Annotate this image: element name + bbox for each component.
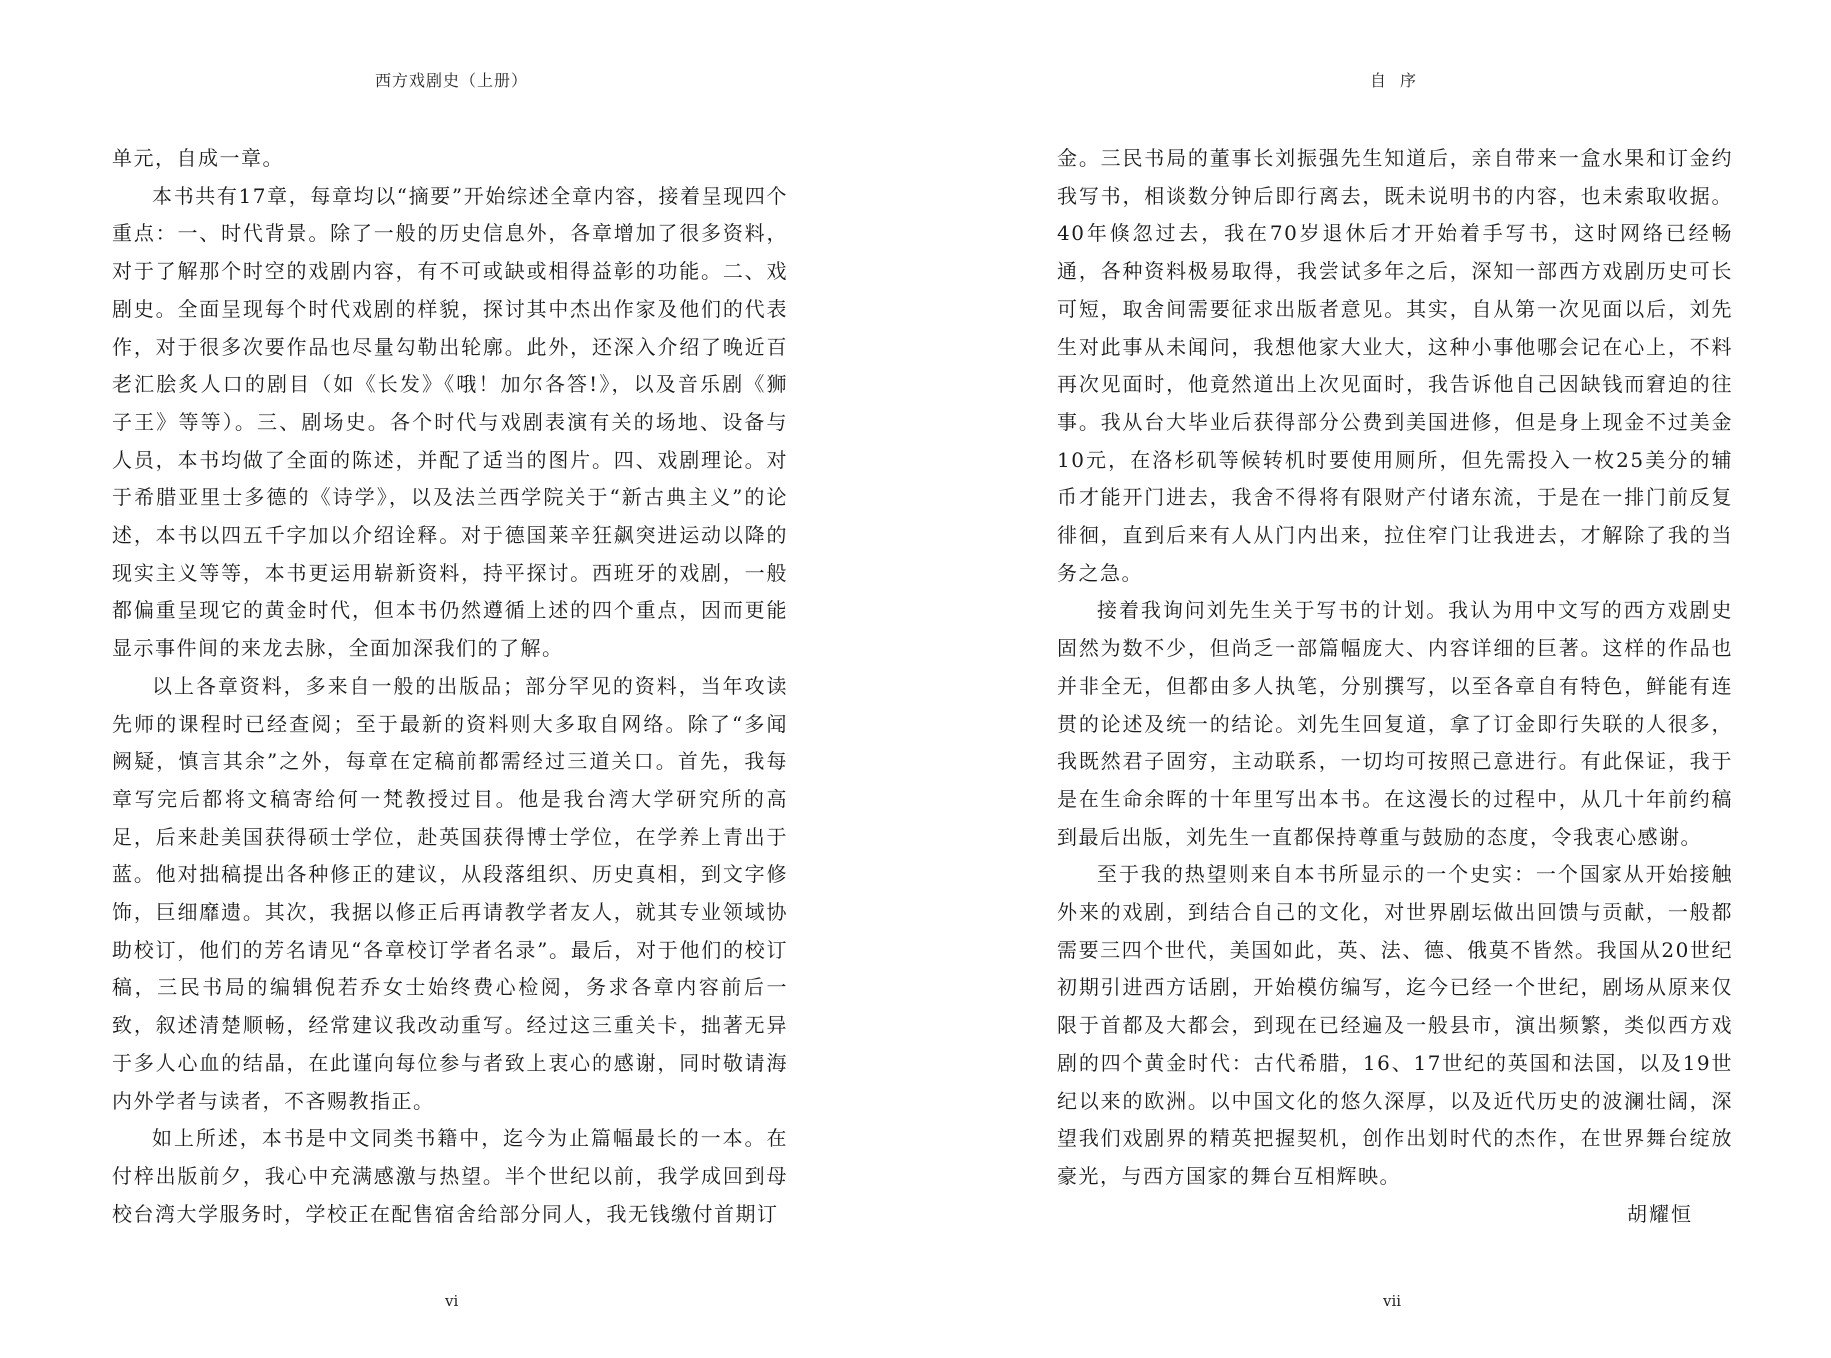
paragraph: 如上所述，本书是中文同类书籍中，迄今为止篇幅最长的一本。在付梓出版前夕，我心中充满感激与热望。半个世纪以前，我学成回到母校台湾大学服务时，学校正在配售宿舍给部分同人，我无钱缴付首期订	[112, 1126, 788, 1226]
author-signature: 胡耀恒	[1627, 1202, 1693, 1226]
right-page-body	[1057, 140, 1733, 1196]
paragraph: 单元，自成一章。	[112, 146, 284, 170]
running-head-right: 自序	[1370, 71, 1431, 90]
paragraph: 接着我询问刘先生关于写书的计划。我认为用中文写的西方戏剧史固然为数不少，但尚乏一部篇幅庞大、内容详细的巨著。这样的作品也并非全无，但都由多人执笔，分别撰写，以至各章自有特色，鲜能有连贯的论述及统一的结论。刘先生回复道，拿了订金即行失联的人很多，我既然君子固穷，主动联系，一切均可按照己意进行。有此保证，我于是在生命余晖的十年里写出本书。在这漫长的过程中，从几十年前约稿到最后出版，刘先生一直都保持尊重与鼓励的态度，令我衷心感谢。	[1057, 598, 1733, 849]
left-page	[0, 0, 915, 1358]
paragraph: 至于我的热望则来自本书所显示的一个史实：一个国家从开始接触外来的戏剧，到结合自己的文化，对世界剧坛做出回馈与贡献，一般都需要三四个世代，美国如此，英、法、德、俄莫不皆然。我国从20世纪初期引进西方话剧，开始模仿编写，迄今已经一个世纪，剧场从原来仅限于首都及大都会，到现在已经遍及一般县市，演出频繁，类似西方戏剧的四个黄金时代：古代希腊，16、17世纪的英国和法国，以及19世纪以来的欧洲。以中国文化的悠久深厚，以及近代历史的波澜壮阔，深望我们戏剧界的精英把握契机，创作出划时代的杰作，在世界舞台绽放豪光，与西方国家的舞台互相辉映。	[1057, 862, 1733, 1188]
running-head-left: 西方戏剧史（上册）	[375, 71, 529, 90]
paragraph: 金。三民书局的董事长刘振强先生知道后，亲自带来一盒水果和订金约我写书，相谈数分钟后即行离去，既未说明书的内容，也未索取收据。40年倏忽过去，我在70岁退休后才开始着手写书，这时网络已经畅通，各种资料极易取得，我尝试多年之后，深知一部西方戏剧历史可长可短，取舍间需要征求出版者意见。其实，自从第一次见面以后，刘先生对此事从未闻问，我想他家大业大，这种小事他哪会记在心上，不料再次见面时，他竟然道出上次见面时，我告诉他自己因缺钱而窘迫的往事。我从台大毕业后获得部分公费到美国进修，但是身上现金不过美金10元，在洛杉矶等候转机时要使用厕所，但先需投入一枚25美分的辅币才能开门进去，我舍不得将有限财产付诸东流，于是在一排门前反复徘徊，直到后来有人从门内出来，拉住窄门让我进去，才解除了我的当务之急。	[1057, 146, 1733, 585]
page-number-left: vi	[445, 1292, 459, 1310]
paragraph: 本书共有17章，每章均以“摘要”开始综述全章内容，接着呈现四个重点：一、时代背景。除了一般的历史信息外，各章增加了很多资料，对于了解那个时空的戏剧内容，有不可或缺或相得益彰的功能。二、戏剧史。全面呈现每个时代戏剧的样貌，探讨其中杰出作家及他们的代表作，对于很多次要作品也尽量勾勒出轮廓。此外，还深入介绍了晚近百老汇脍炙人口的剧目（如《长发》《哦！加尔各答!》，以及音乐剧《狮子王》等等）。三、剧场史。各个时代与戏剧表演有关的场地、设备与人员，本书均做了全面的陈述，并配了适当的图片。四、戏剧理论。对于希腊亚里士多德的《诗学》，以及法兰西学院关于“新古典主义”的论述，本书以四五千字加以介绍诠释。对于德国莱辛狂飙突进运动以降的现实主义等等，本书更运用崭新资料，持平探讨。西班牙的戏剧，一般都偏重呈现它的黄金时代，但本书仍然遵循上述的四个重点，因而更能显示事件间的来龙去脉，全面加深我们的了解。	[112, 183, 788, 661]
page-number-right: vii	[1383, 1292, 1402, 1310]
right-page	[915, 0, 1831, 1358]
paragraph: 以上各章资料，多来自一般的出版品；部分罕见的资料，当年攻读先师的课程时已经查阅；至于最新的资料则大多取自网络。除了“多闻阙疑，慎言其余”之外，每章在定稿前都需经过三道关口。首先，我每章写完后都将文稿寄给何一梵教授过目。他是我台湾大学研究所的高足，后来赴美国获得硕士学位，赴英国获得博士学位，在学养上青出于蓝。他对拙稿提出各种修正的建议，从段落组织、历史真相，到文字修饰，巨细靡遗。其次，我据以修正后再请教学者友人，就其专业领域协助校订，他们的芳名请见“各章校订学者名录”。最后，对于他们的校订稿，三民书局的编辑倪若乔女士始终费心检阅，务求各章内容前后一致，叙述清楚顺畅，经常建议我改动重写。经过这三重关卡，拙著无异于多人心血的结晶，在此谨向每位参与者致上衷心的感谢，同时敬请海内外学者与读者，不吝赐教指正。	[112, 673, 788, 1113]
left-page-body	[112, 140, 788, 1233]
